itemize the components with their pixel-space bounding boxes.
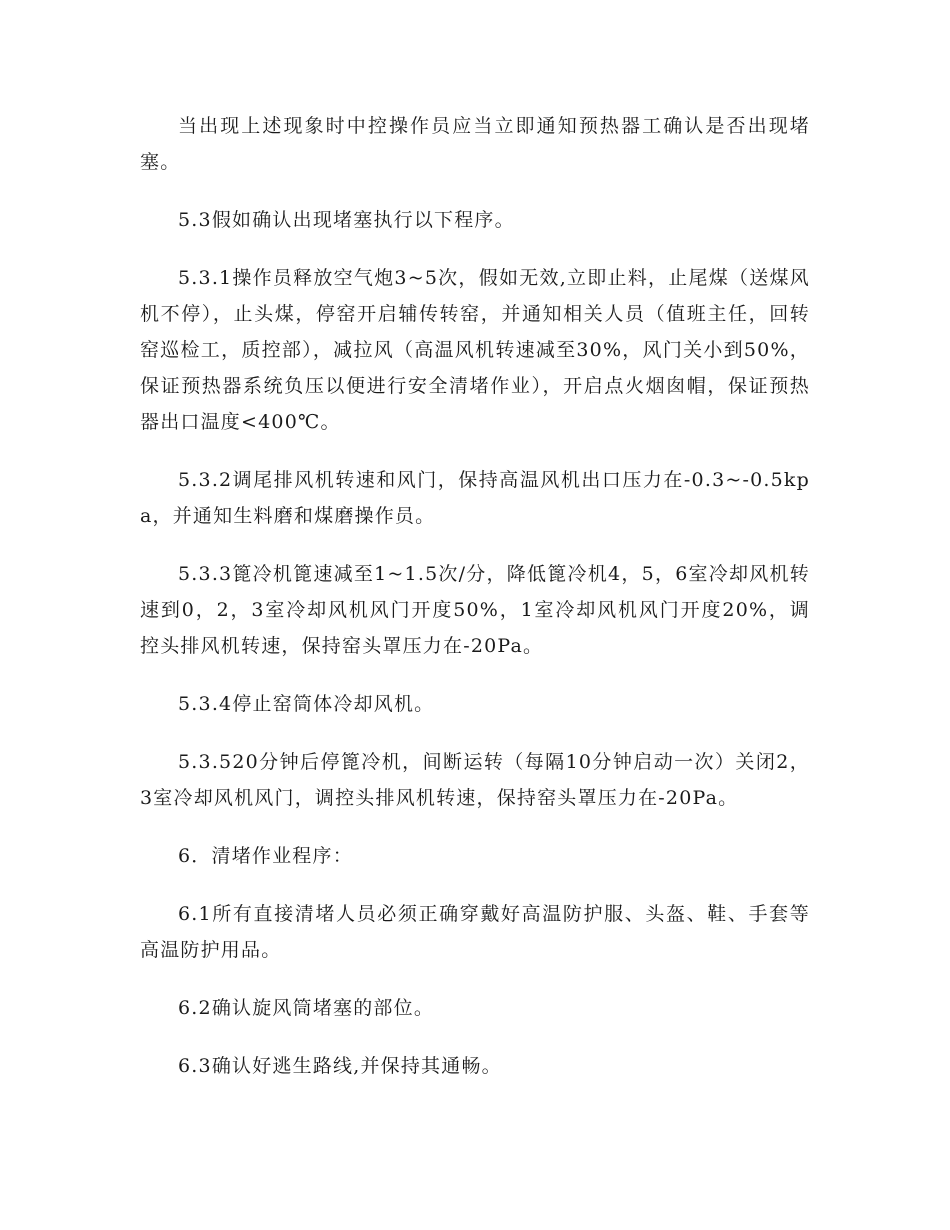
- paragraph-section-6-heading: 6．清堵作业程序：: [178, 845, 353, 867]
- paragraph-section-5-3-3: 5.3.3篦冷机篦速减至1~1.5次/分，降低篦冷机4，5，6室冷却风机转速到0，2，3室冷却风机风门开度50%，1室冷却风机风门开度20%，调控头排风机转速，保持窑头罩压力在-20Pa。: [140, 563, 810, 657]
- paragraph-section-5-3-4: 5.3.4停止窑筒体冷却风机。: [178, 693, 435, 715]
- paragraph-section-5-3-2: 5.3.2调尾排风机转速和风门，保持高温风机出口压力在-0.3~-0.5kpa，并通知生料磨和煤磨操作员。: [140, 469, 810, 527]
- paragraph-section-5-3-5: 5.3.520分钟后停篦冷机，间断运转（每隔10分钟启动一次）关闭2，3室冷却风机风门，调控头排风机转速，保持窑头罩压力在-20Pa。: [140, 751, 810, 809]
- paragraph-blockage-notice: 当出现上述现象时中控操作员应当立即通知预热器工确认是否出现堵塞。: [140, 115, 810, 173]
- paragraph-section-6-2: 6.2确认旋风筒堵塞的部位。: [178, 997, 435, 1019]
- paragraph-section-6-3: 6.3确认好逃生路线,并保持其通畅。: [178, 1055, 502, 1077]
- paragraph-section-6-1: 6.1所有直接清堵人员必须正确穿戴好高温防护服、头盔、鞋、手套等高温防护用品。: [140, 903, 810, 961]
- paragraph-section-5-3-1: 5.3.1操作员释放空气炮3~5次，假如无效,立即止料，止尾煤（送煤风机不停），止头煤，停窑开启辅传转窑，并通知相关人员（值班主任，回转窑巡检工，质控部），减拉风（高温风机转速减至30%，风门关小到50%，保证预热器系统负压以便进行安全清堵作业），开启点火烟囱帽，保证预热器出口温度<400℃。: [140, 267, 810, 433]
- paragraph-section-5-3: 5.3假如确认出现堵塞执行以下程序。: [178, 209, 515, 231]
